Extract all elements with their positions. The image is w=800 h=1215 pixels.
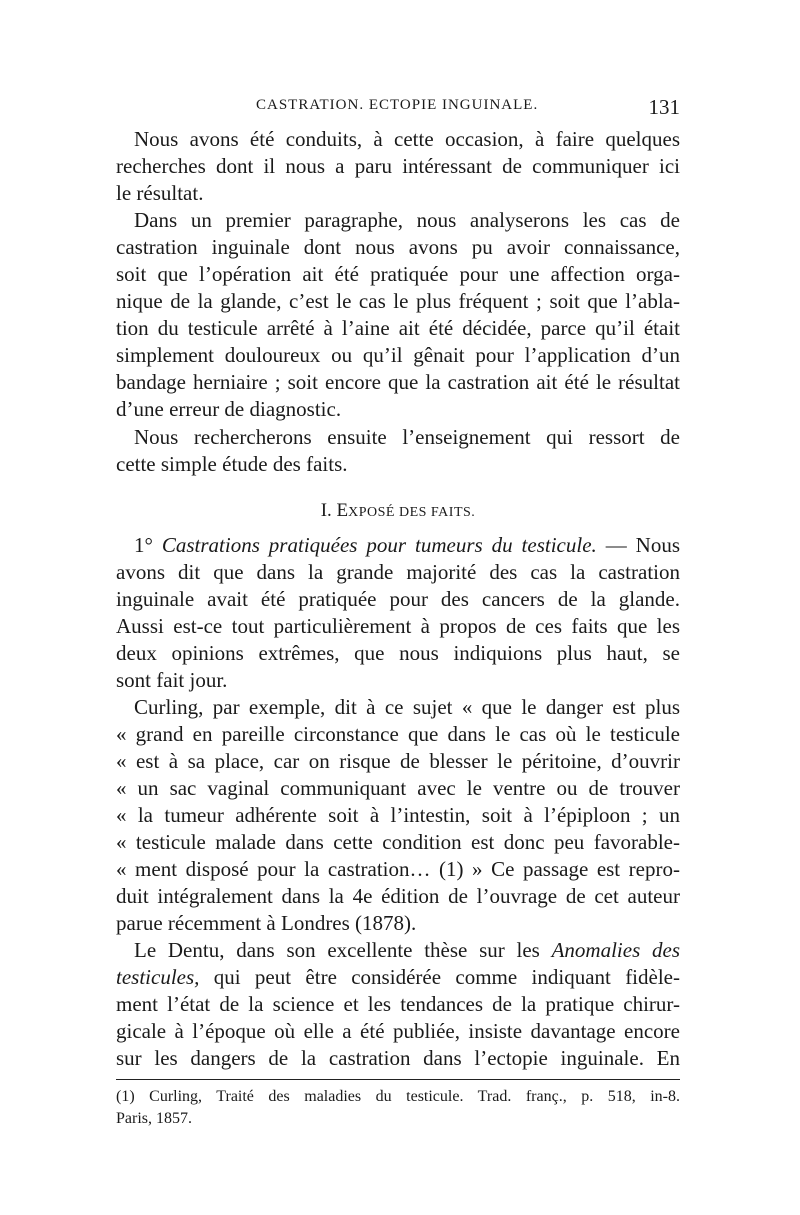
- text-line: [116, 964, 680, 991]
- page-number: 131: [648, 95, 680, 119]
- text-line: « testicule malade dans cette condition est donc peu favorable-: [116, 830, 680, 854]
- text-line: Aussi est-ce tout particulièrement à propos de ces faits que les: [116, 614, 680, 638]
- section-title-initial: E: [336, 500, 349, 521]
- footnote-divider: [116, 1079, 680, 1080]
- text-line: recherches dont il nous a paru intéressant de communiquer ici: [116, 154, 680, 178]
- text-line: « la tumeur adhérente soit à l’intestin, soit à l’épiploon ; un: [116, 803, 680, 827]
- text-line: d’une erreur de diagnostic.: [116, 397, 342, 421]
- subsection-line: [134, 532, 680, 559]
- text-line: Curling, par exemple, dit à ce sujet « que le danger est plus: [134, 695, 680, 719]
- book-title: Anomalies des: [551, 938, 681, 962]
- text-line: Dans un premier paragraphe, nous analyserons les cas de: [134, 208, 680, 232]
- section-heading: [116, 500, 680, 522]
- text-line: sont fait jour.: [116, 668, 228, 692]
- footnote-line: Paris, 1857.: [116, 1110, 192, 1127]
- book-title: testicules,: [116, 965, 200, 989]
- text-line: « grand en pareille circonstance que dans le cas où le testicule: [116, 722, 680, 746]
- text-line: « un sac vaginal communiquant avec le ventre ou de trouver: [116, 776, 680, 800]
- text-line: ment l’état de la science et les tendances de la pratique chirur-: [116, 992, 680, 1016]
- section-number: I.: [320, 500, 332, 521]
- text-line: castration inguinale dont nous avons pu avoir connaissance,: [116, 235, 680, 259]
- text-run: qui peut être considérée comme indiquant fidèle-: [213, 965, 680, 989]
- text-line: soit que l’opération ait été pratiquée pour une affection orga-: [116, 262, 680, 286]
- subsection-number: 1°: [134, 533, 153, 557]
- text-line: nique de la glande, c’est le cas le plus fréquent ; soit que l’abla-: [116, 289, 680, 313]
- text-line: gicale à l’époque où elle a été publiée, insiste davantage encore: [116, 1019, 680, 1043]
- text-line: simplement douloureux ou qu’il gênait pour l’application d’un: [116, 343, 680, 367]
- subsection-title: Castrations pratiquées pour tumeurs du testicule.: [161, 533, 597, 557]
- footnote-line: (1) Curling, Traité des maladies du testicule. Trad. franç., p. 518, in-8.: [116, 1088, 680, 1105]
- text-line: sur les dangers de la castration dans l’ectopie inguinale. En: [116, 1046, 680, 1070]
- text-line: cette simple étude des faits.: [116, 452, 348, 476]
- text-line: le résultat.: [116, 181, 204, 205]
- running-header: CASTRATION. ECTOPIE INGUINALE.: [256, 97, 539, 113]
- text-line: Nous avons été conduits, à cette occasion, à faire quelques: [134, 127, 680, 151]
- text-line: « est à sa place, car on risque de blesser le péritoine, d’ouvrir: [116, 749, 680, 773]
- text-line: avons dit que dans la grande majorité des cas la castration: [116, 560, 680, 584]
- text-line: « ment disposé pour la castration… (1) » Ce passage est repro-: [116, 857, 680, 881]
- subsection-dash: — Nous: [605, 533, 680, 557]
- text-line: bandage herniaire ; soit encore que la castration ait été le résultat: [116, 370, 680, 394]
- text-line: duit intégralement dans la 4e édition de l’ouvrage de cet auteur: [116, 884, 680, 908]
- text-line: parue récemment à Londres (1878).: [116, 911, 417, 935]
- text-line: inguinale avait été pratiquée pour des cancers de la glande.: [116, 587, 680, 611]
- section-title-rest: XPOSÉ DES FAITS.: [348, 505, 476, 520]
- text-line: deux opinions extrêmes, que nous indiquions plus haut, se: [116, 641, 680, 665]
- text-run: Le Dentu, dans son excellente thèse sur les: [134, 938, 540, 962]
- text-line: tion du testicule arrêté à l’aine ait été décidée, parce qu’il était: [116, 316, 680, 340]
- text-line: Nous rechercherons ensuite l’enseignement qui ressort de: [134, 425, 680, 449]
- text-line: [134, 937, 680, 964]
